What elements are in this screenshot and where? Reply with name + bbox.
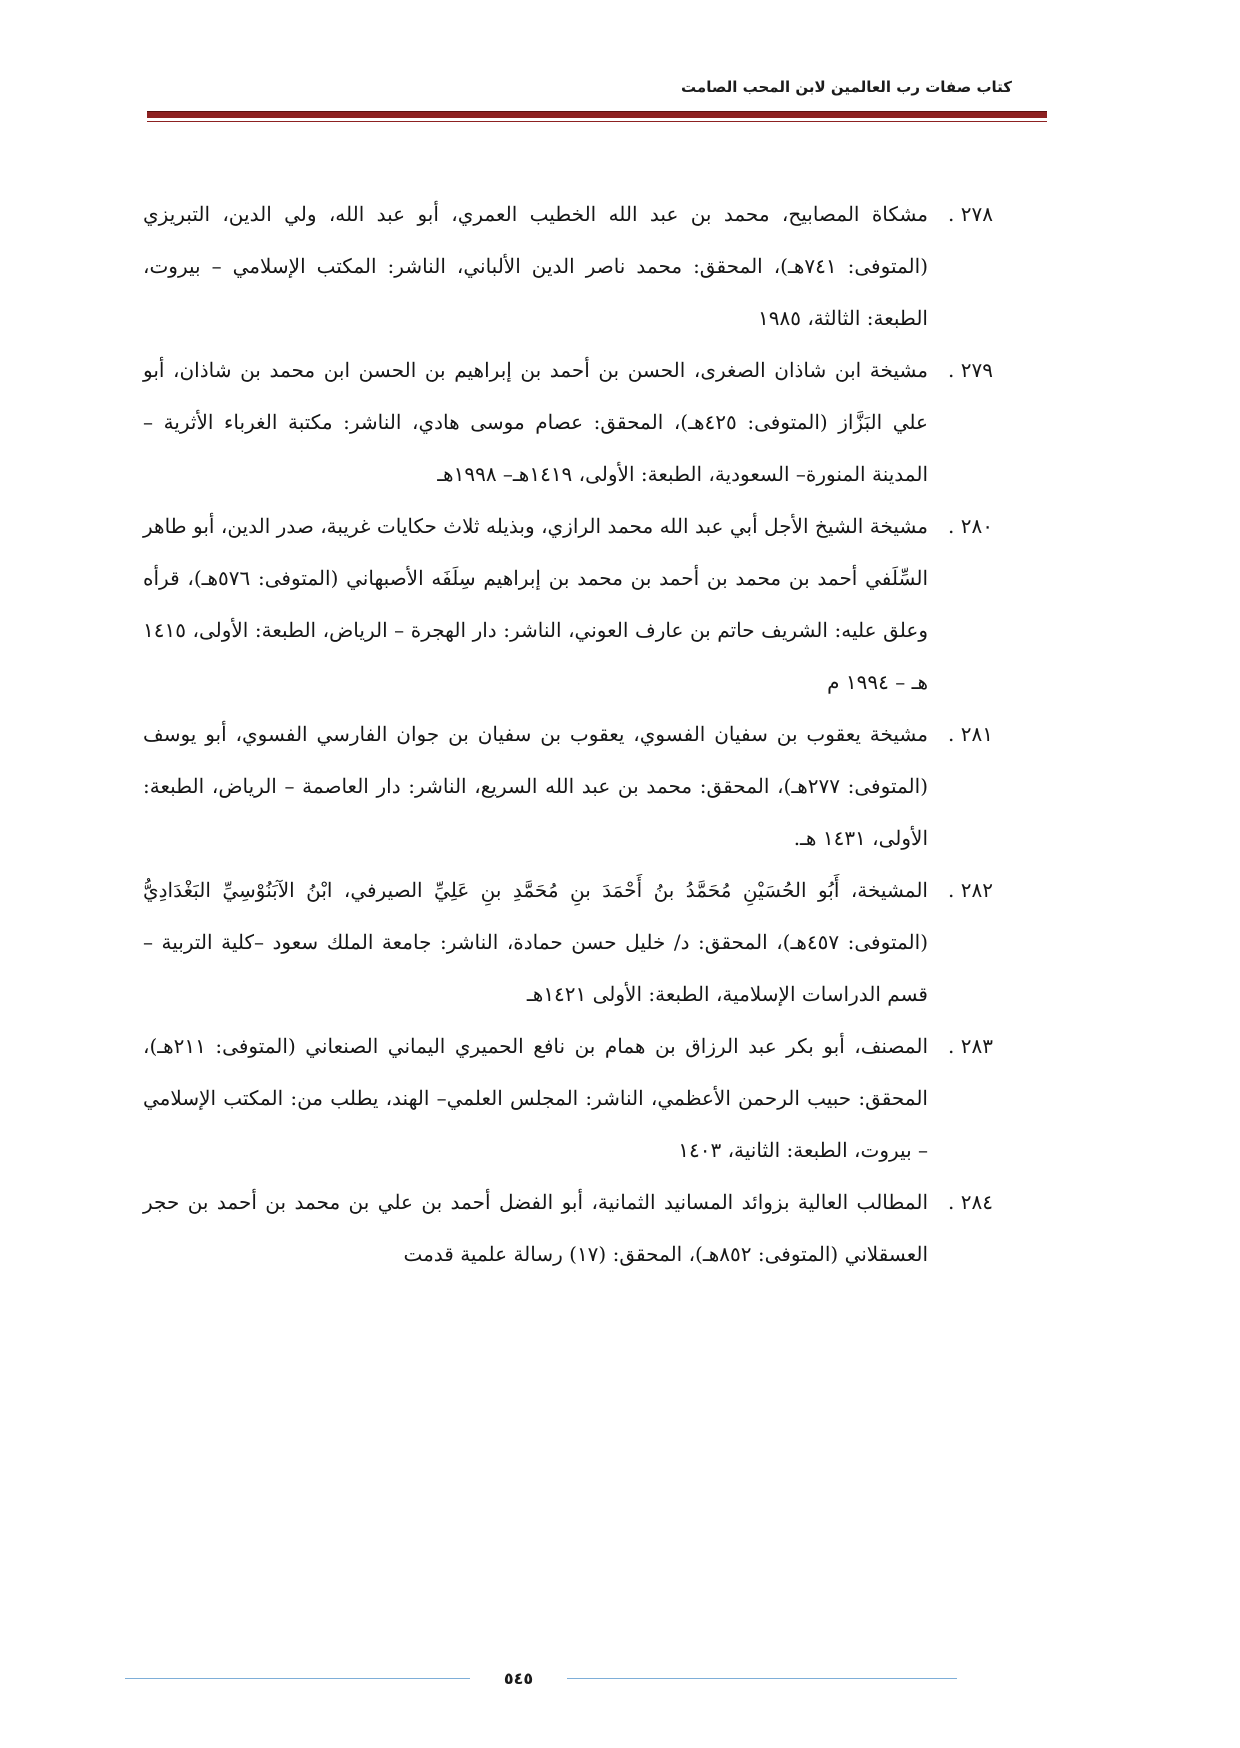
bibliography-entry <box>143 708 993 864</box>
footer-rule-right <box>567 1678 957 1679</box>
entry-number: ٢٧٨ . <box>948 202 993 226</box>
bibliography-list <box>143 188 993 1280</box>
running-header <box>192 78 1012 96</box>
entry-text: مشكاة المصابيح، محمد بن عبد الله الخطيب العمري، أبو عبد الله، ولي الدين، التبريزي (المتوفى: ٧٤١هـ)، المحقق: محمد ناصر الدين الألباني، الناشر: المكتب الإسلامي – بيروت، الطبعة: الثالثة، ١٩٨٥ <box>143 202 928 330</box>
entry-text: مشيخة ابن شاذان الصغرى، الحسن بن أحمد بن إبراهيم بن الحسن ابن محمد بن شاذان، أبو علي البَزَّاز (المتوفى: ٤٢٥هـ)، المحقق: عصام موسى هادي، الناشر: مكتبة الغرباء الأثرية – المدينة المنورة– السعودية، الطبعة: الأولى، ١٤١٩هـ– ١٩٩٨هـ <box>143 358 928 486</box>
bibliography-entry <box>143 1020 993 1176</box>
entry-text: المشيخة، أَبُو الحُسَيْنِ مُحَمَّدُ بنُ أَحْمَدَ بنِ مُحَمَّدِ بنِ عَلِيِّ الصيرفي، ابْنُ الآبَنُوْسِيِّ البَغْدَادِيُّ (المتوفى: ٤٥٧هـ)، المحقق: د/ خليل حسن حمادة، الناشر: جامعة الملك سعود –كلية التربية – قسم الدراسات الإسلامية، الطبعة: الأولى ١٤٢١هـ <box>143 878 929 1006</box>
entry-number: ٢٨٣ . <box>948 1034 993 1058</box>
entry-text: المطالب العالية بزوائد المسانيد الثمانية، أبو الفضل أحمد بن علي بن محمد بن أحمد بن حجر العسقلاني (المتوفى: ٨٥٢هـ)، المحقق: (١٧) رسالة علمية قدمت <box>143 1190 928 1266</box>
bibliography-entry <box>143 864 993 1020</box>
page-footer <box>0 1665 1240 1695</box>
entry-number: ٢٧٩ . <box>948 358 993 382</box>
book-title: كتاب صفات رب العالمين لابن المحب الصامت <box>681 78 1012 96</box>
entry-number: ٢٨٠ . <box>948 514 993 538</box>
header-rule-thin <box>147 121 1047 122</box>
entry-text: مشيخة الشيخ الأجل أبي عبد الله محمد الرازي، وبذيله ثلاث حكايات غريبة، صدر الدين، أبو طاهر السِّلَفي أحمد بن محمد بن أحمد بن محمد بن إبراهيم سِلَفَه الأصبهاني (المتوفى: ٥٧٦هـ)، قرأه وعلق عليه: الشريف حاتم بن عارف العوني، الناشر: دار الهجرة – الرياض، الطبعة: الأولى، ١٤١٥ هـ – ١٩٩٤ م <box>143 514 929 694</box>
bibliography-entry <box>143 188 993 344</box>
header-rule-thick <box>147 111 1047 118</box>
entry-number: ٢٨١ . <box>948 722 993 746</box>
entry-number: ٢٨٢ . <box>948 878 993 902</box>
entry-text: المصنف، أبو بكر عبد الرزاق بن همام بن نافع الحميري اليماني الصنعاني (المتوفى: ٢١١هـ)، المحقق: حبيب الرحمن الأعظمي، الناشر: المجلس العلمي– الهند، يطلب من: المكتب الإسلامي – بيروت، الطبعة: الثانية، ١٤٠٣ <box>143 1034 928 1162</box>
footer-rule-left <box>125 1678 470 1679</box>
bibliography-entry <box>143 1176 993 1280</box>
entry-text: مشيخة يعقوب بن سفيان الفسوي، يعقوب بن سفيان بن جوان الفارسي الفسوي، أبو يوسف (المتوفى: ٢٧٧هـ)، المحقق: محمد بن عبد الله السريع، الناشر: دار العاصمة – الرياض، الطبعة: الأولى، ١٤٣١ هـ. <box>143 722 929 850</box>
bibliography-entry <box>143 500 993 708</box>
bibliography-entry <box>143 344 993 500</box>
entry-number: ٢٨٤ . <box>948 1190 993 1214</box>
page-number: ٥٤٥ <box>503 1669 534 1688</box>
